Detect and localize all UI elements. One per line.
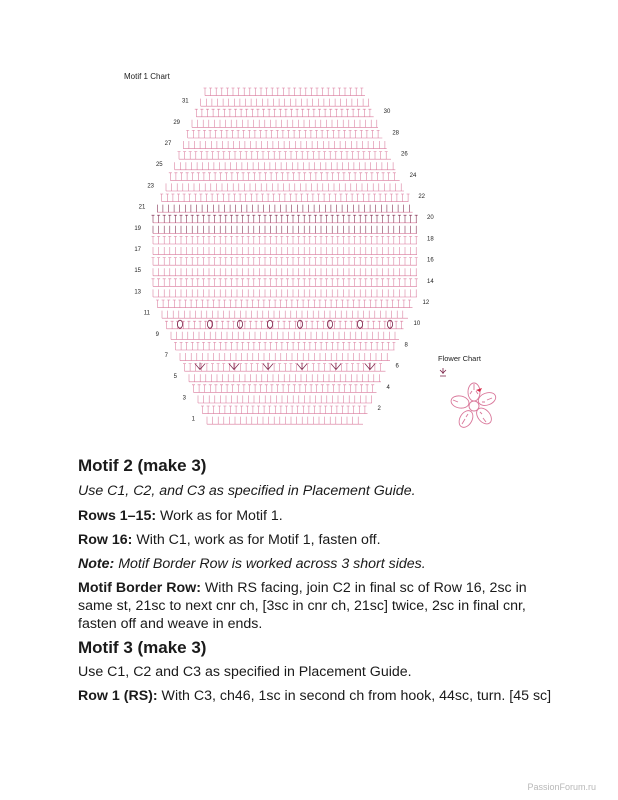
flower-key-symbol: [440, 368, 446, 376]
row-number-left: 3: [182, 395, 186, 402]
rows-1-15-text: Work as for Motif 1.: [156, 508, 283, 524]
chart-row: [165, 320, 404, 329]
row-number-left: 31: [181, 98, 189, 105]
chart-row: [207, 417, 363, 425]
chart-row: [195, 109, 374, 117]
chart-row: [152, 258, 418, 266]
chart-row: [175, 162, 396, 170]
motif-2-note: [78, 555, 558, 573]
row-number-left: 29: [173, 119, 180, 126]
note-text: Motif Border Row is worked across 3 short sides.: [114, 556, 426, 572]
row-number-left: 15: [134, 268, 141, 275]
row-number-right: 14: [427, 278, 434, 285]
chart-row: [201, 406, 368, 414]
row-number-right: 16: [427, 257, 434, 264]
chart-row: [156, 300, 413, 308]
row-number-right: 26: [401, 151, 408, 158]
motif-2-row-16: [78, 531, 558, 549]
border-row-text: With RS facing, join C2 in final sc of Row 16, 2sc in same st, 21sc to next cnr ch, [3sc in cnr ch, 21sc] twice, 2sc in final cnr, fasten off and weave in ends.: [78, 580, 527, 632]
chart-row: [157, 205, 412, 213]
row-1-text: With C3, ch46, 1sc in second ch from hook, 44sc, turn. [45 sc]: [157, 688, 552, 704]
row-number-right: 30: [383, 109, 391, 116]
chart-row: [153, 289, 417, 297]
motif-1-chart: [120, 80, 450, 440]
row-number-right: 20: [427, 215, 434, 222]
row-number-left: 23: [147, 183, 154, 190]
motif-1-chart-title: Motif 1 Chart: [124, 72, 170, 81]
row-number-right: 22: [418, 194, 426, 200]
row-number-left: 27: [164, 141, 172, 147]
row-number-left: 19: [134, 225, 141, 232]
chart-row: [162, 311, 408, 319]
flower-chart: [436, 366, 506, 438]
row-1-label: Row 1 (RS):: [78, 688, 158, 704]
row-16-label: Row 16:: [78, 532, 133, 548]
row-16-text: With C1, work as for Motif 1, fasten off.: [132, 532, 381, 548]
chart-row: [171, 332, 399, 340]
row-number-left: 9: [155, 331, 159, 338]
row-number-right: 12: [422, 300, 430, 306]
motif-3-heading: Motif 3 (make 3): [78, 638, 207, 657]
chart-row: [189, 374, 381, 382]
chart-row: [183, 141, 386, 149]
row-number-right: 2: [377, 406, 381, 412]
chart-row: [153, 268, 417, 276]
row-number-left: 11: [143, 310, 150, 317]
watermark: PassionForum.ru: [527, 782, 596, 792]
motif-2-rows-1-15: [78, 507, 558, 525]
row-number-left: 13: [134, 289, 141, 296]
chart-row: [153, 226, 417, 234]
row-number-left: 1: [191, 416, 195, 423]
row-number-right: 24: [409, 172, 417, 179]
row-number-left: 17: [134, 247, 141, 253]
flower-chart-title: Flower Chart: [438, 354, 481, 363]
row-number-left: 25: [155, 162, 163, 169]
chart-row: [178, 152, 392, 160]
motif-2-border-row: [78, 579, 558, 633]
chart-row: [198, 395, 372, 403]
flower-motif: [450, 383, 497, 430]
motif-2-intro: Use C1, C2, and C3 as specified in Placement Guide.: [78, 483, 416, 499]
row-number-right: 4: [386, 384, 390, 391]
row-number-left: 7: [164, 353, 168, 359]
chart-row: [152, 279, 418, 287]
chart-row: [166, 183, 404, 191]
chart-row: [183, 363, 386, 372]
chart-row: [192, 385, 377, 393]
motif-2-section: [78, 456, 558, 633]
rows-1-15-label: Rows 1–15:: [78, 508, 157, 524]
chart-row: [174, 342, 395, 350]
chart-row: [201, 99, 370, 107]
chart-row: [204, 88, 366, 96]
row-number-right: 18: [427, 236, 434, 243]
row-number-left: 21: [138, 204, 146, 211]
row-number-right: 8: [404, 342, 408, 349]
motif-2-heading: Motif 2 (make 3): [78, 456, 207, 475]
chart-row: [152, 236, 418, 244]
motif-3-section: [78, 638, 558, 705]
chart-row: [186, 130, 382, 138]
border-row-label: Motif Border Row:: [78, 580, 201, 596]
chart-row: [192, 120, 378, 128]
row-number-left: 5: [173, 374, 177, 381]
note-label: Note:: [78, 556, 115, 572]
flower-start-arrow: [476, 388, 482, 392]
motif-3-row-1: [78, 687, 558, 705]
chart-row: [152, 215, 418, 223]
chart-row: [180, 353, 390, 361]
row-number-right: 10: [413, 321, 421, 328]
row-number-right: 28: [392, 130, 400, 137]
chart-row: [160, 194, 409, 202]
motif-3-intro: Use C1, C2 and C3 as specified in Placement Guide.: [78, 664, 412, 680]
row-number-right: 6: [395, 363, 399, 370]
chart-row: [169, 173, 400, 181]
chart-row: [153, 247, 417, 255]
